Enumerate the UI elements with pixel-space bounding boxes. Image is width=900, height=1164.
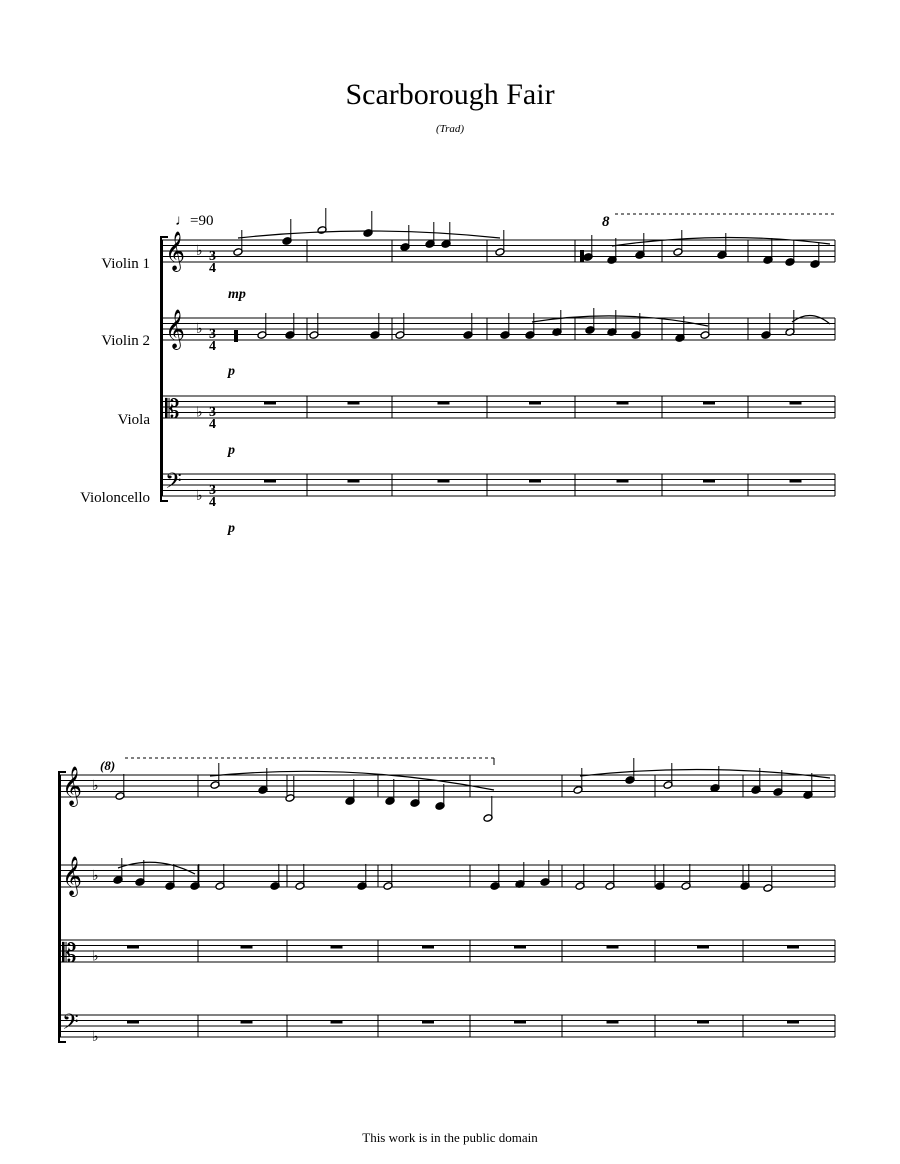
- time-sig-top: 3: [209, 327, 216, 342]
- system-bracket: [160, 236, 168, 502]
- ottava-continuation-marking: (8): [100, 758, 116, 773]
- slur: [118, 862, 195, 874]
- time-sig-bottom: 4: [209, 261, 216, 276]
- whole-rest: [529, 401, 541, 405]
- dynamic-viola: p: [228, 443, 235, 458]
- whole-rest: [787, 945, 799, 949]
- time-sig-top: 3: [209, 405, 216, 420]
- whole-rest: [617, 401, 629, 405]
- whole-rest: [697, 945, 709, 949]
- instrument-name-viola: Viola: [117, 412, 150, 428]
- whole-rest: [617, 479, 629, 483]
- whole-rest: [607, 945, 619, 949]
- instrument-name-cello: Violoncello: [80, 490, 150, 506]
- time-sig-bottom: 4: [209, 495, 216, 510]
- whole-rest: [348, 401, 360, 405]
- whole-rest: [529, 479, 541, 483]
- slur: [612, 237, 830, 246]
- treble-clef: 𝄞: [165, 311, 186, 348]
- score-title: Scarborough Fair: [345, 78, 555, 111]
- key-signature-flat: ♭: [196, 489, 203, 504]
- whole-rest: [790, 479, 802, 483]
- tempo-marking: ♩=90: [175, 213, 214, 229]
- slur: [580, 769, 830, 778]
- time-signatures: [209, 249, 216, 510]
- whole-rest: [703, 479, 715, 483]
- dynamic-cello: p: [228, 521, 235, 536]
- whole-rest: [241, 945, 253, 949]
- alto-clef: 𝄡: [62, 939, 77, 968]
- time-sig-bottom: 4: [209, 339, 216, 354]
- key-signature-flat: ♭: [92, 869, 99, 884]
- dynamic-violin1: mp: [228, 287, 246, 302]
- whole-rest: [127, 945, 139, 949]
- whole-rest: [787, 1020, 799, 1024]
- public-domain-notice: This work is in the public domain: [362, 1130, 538, 1145]
- alto-clef: 𝄡: [165, 395, 180, 424]
- whole-rest: [438, 479, 450, 483]
- whole-rest: [703, 401, 715, 405]
- composer-credit: (Trad): [435, 123, 465, 135]
- time-sig-bottom: 4: [209, 417, 216, 432]
- time-sig-top: 3: [209, 483, 216, 498]
- key-signature-flat: ♭: [196, 322, 203, 337]
- key-signature-flat: ♭: [92, 779, 99, 794]
- whole-rest: [241, 1020, 253, 1024]
- whole-rest: [348, 479, 360, 483]
- whole-rest: [514, 945, 526, 949]
- whole-rest: [422, 945, 434, 949]
- key-signature-flat: ♭: [196, 244, 203, 259]
- slur: [532, 316, 708, 326]
- treble-clef: 𝄞: [62, 858, 83, 895]
- whole-rest: [438, 401, 450, 405]
- whole-rest: [422, 1020, 434, 1024]
- whole-rest: [331, 945, 343, 949]
- instrument-name-violin2: Violin 2: [101, 333, 150, 349]
- whole-rest: [607, 1020, 619, 1024]
- quarter-rest: [234, 330, 238, 342]
- dynamic-violin2: p: [228, 364, 235, 379]
- slur: [792, 315, 830, 324]
- quarter-rest: [580, 250, 584, 262]
- ottava-marking: 8: [602, 214, 610, 230]
- bass-clef: 𝄢: [165, 469, 182, 498]
- bass-clef: 𝄢: [62, 1010, 79, 1039]
- key-signature-flat: ♭: [196, 405, 203, 421]
- whole-rest: [697, 1020, 709, 1024]
- whole-rest: [514, 1020, 526, 1024]
- whole-rest: [790, 401, 802, 405]
- treble-clef: 𝄞: [62, 768, 83, 805]
- whole-rest: [264, 479, 276, 483]
- whole-rest: [264, 401, 276, 405]
- key-signature-flat: ♭: [92, 1030, 99, 1045]
- treble-clef: 𝄞: [165, 233, 186, 270]
- whole-rest: [127, 1020, 139, 1024]
- instrument-name-violin1: Violin 1: [101, 256, 150, 272]
- whole-rest: [331, 1020, 343, 1024]
- notation-layer: [58, 208, 835, 1045]
- time-sig-top: 3: [209, 249, 216, 264]
- key-signature-flat: ♭: [92, 949, 99, 965]
- system-bracket: [58, 771, 66, 1043]
